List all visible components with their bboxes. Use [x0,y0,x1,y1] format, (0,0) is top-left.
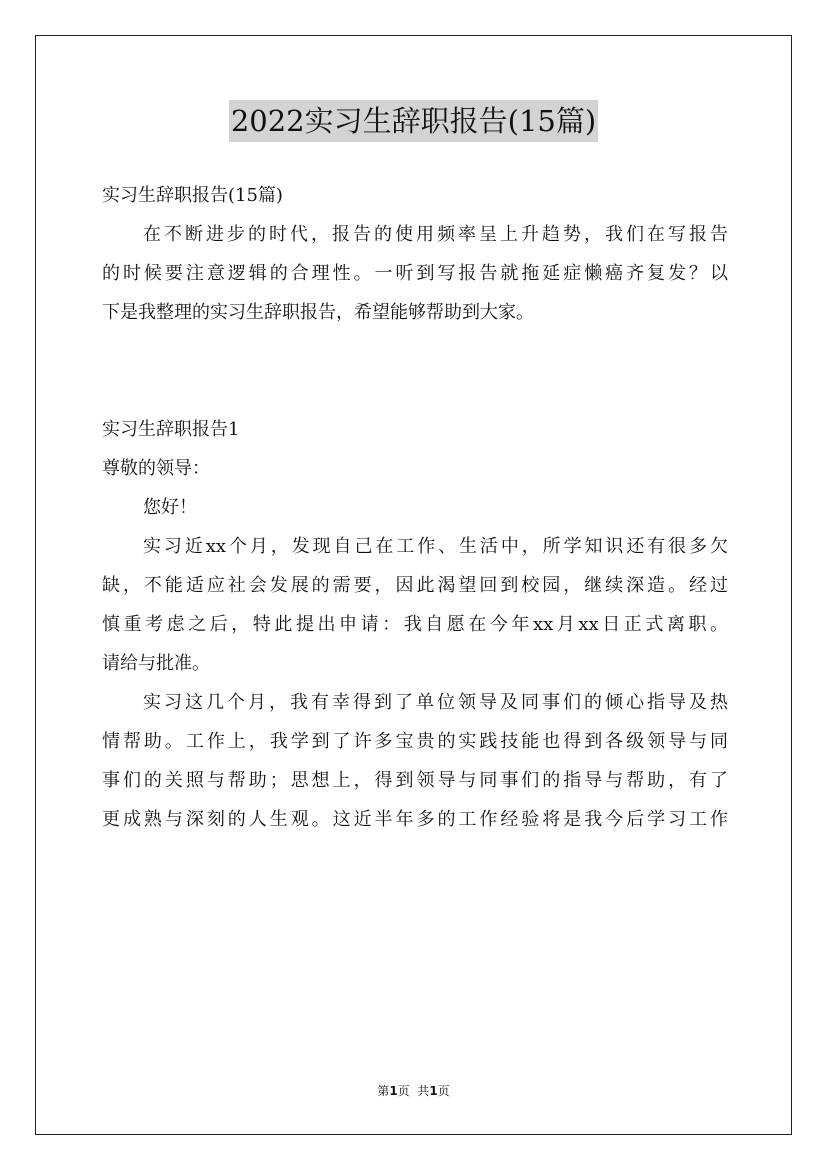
paragraph1-line-1: 实习近xx个月，发现自己在工作、生活中，所学知识还有很多欠 [143,536,728,557]
document-title: 2022实习生辞职报告(15篇) [229,100,598,142]
section-heading: 实习生辞职报告1 [102,419,240,440]
paragraph2-line-1: 实习这几个月，我有幸得到了单位领导及同事们的倾心指导及热 [143,692,728,713]
paragraph2-line-2: 情帮助。工作上，我学到了许多宝贵的实践技能也得到各级领导与同 [102,731,728,752]
document-subtitle: 实习生辞职报告(15篇) [102,185,283,206]
intro-line-1: 在不断进步的时代，报告的使用频率呈上升趋势，我们在写报告 [143,224,728,245]
paragraph1-line-4: 请给与批准。 [102,653,210,674]
intro-line-2: 的时候要注意逻辑的合理性。一听到写报告就拖延症懒癌齐复发？以 [102,263,728,284]
footer-suffix: 页 [437,1084,450,1098]
paragraph1-line-3: 慎重考虑之后，特此提出申请：我自愿在今年xx月xx日正式离职。 [102,614,728,635]
document-body [102,176,728,839]
footer-prefix: 第 [377,1084,390,1098]
blank-line [102,332,728,371]
title-container [0,100,827,142]
footer-total-pages: 1 [429,1084,438,1098]
blank-line [102,371,728,410]
intro-line-3: 下是我整理的实习生辞职报告，希望能够帮助到大家。 [102,302,534,323]
paragraph2-line-3: 事们的关照与帮助；思想上，得到领导与同事们的指导与帮助，有了 [102,770,728,791]
footer-page-number: 1 [389,1084,398,1098]
salutation: 尊敬的领导： [102,458,210,479]
page-footer [0,1083,827,1099]
footer-mid: 页 共 [397,1084,430,1098]
paragraph2-line-4: 更成熟与深刻的人生观。这近半年多的工作经验将是我今后学习工作 [102,809,728,830]
greeting: 您好！ [143,497,197,518]
paragraph1-line-2: 缺，不能适应社会发展的需要，因此渴望回到校园，继续深造。经过 [102,575,728,596]
